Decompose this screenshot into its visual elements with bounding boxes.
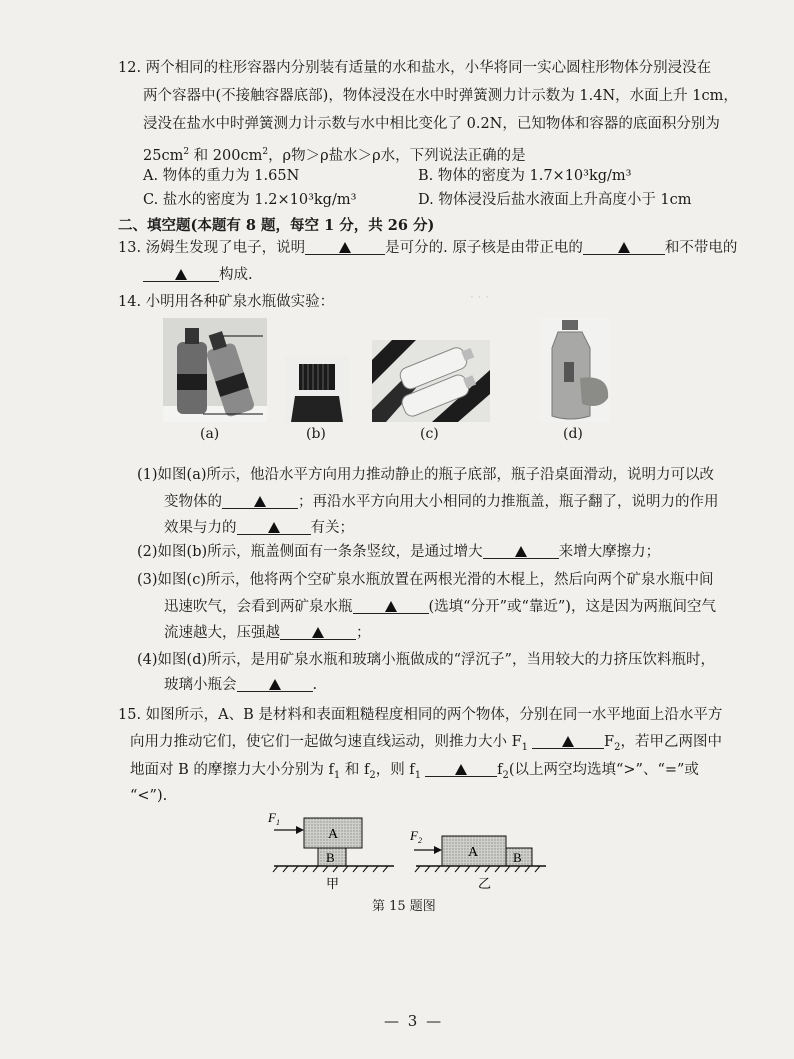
q14-s3-line2: 迅速吹气，会看到两矿泉水瓶 (选填“分开”或“靠近”)，这是因为两瓶间空气 — [164, 599, 716, 615]
q15-line3: 地面对 B 的摩擦力大小分别为 $f_1$ 和 $f_2$，则 $f_1$ $f_2$(以上两空均选填“>”、“=”或 — [130, 762, 699, 781]
q14-s1-line2: 变物体的 ；再沿水平方向用大小相同的力推瓶盖，瓶子翻了，说明力的作用 — [164, 494, 719, 510]
q12-line2: 两个容器中(不接触容器底部)，物体浸没在水中时弹簧测力计示数为 1.4N，水面上升 1cm， — [143, 88, 738, 104]
label-f2: $F_2$ — [410, 828, 422, 845]
q14-s1-line3: 效果与力的 有关； — [164, 520, 354, 536]
q13-line2: 构成. — [143, 265, 253, 285]
triangle-icon — [175, 269, 187, 280]
q12-option-a: A. 物体的重力为 1.65N — [143, 168, 300, 184]
triangle-icon — [339, 242, 351, 253]
q13-line1: 13. 汤姆生发现了电子，说明 是可分的. 原子核是由带正电的 和不带电的 — [118, 240, 738, 256]
triangle-icon — [269, 679, 281, 690]
answer-blank[interactable] — [353, 597, 429, 614]
q15-line4: “<”). — [130, 788, 168, 804]
q14-s3-line3: 流速越大，压强越 ； — [164, 625, 371, 641]
q12-option-c: C. 盐水的密度为 1.2×10³kg/m³ — [143, 192, 357, 208]
photo-d — [540, 318, 610, 422]
q12-line1: 12. 两个相同的柱形容器内分别装有适量的水和盐水，小华将同一实心圆柱形物体分别浸没在 — [118, 60, 712, 76]
triangle-icon — [385, 601, 397, 612]
figure-15 — [260, 806, 550, 894]
answer-blank[interactable] — [237, 675, 313, 692]
page-number: — 3 — — [384, 1012, 444, 1030]
answer-blank[interactable] — [280, 623, 356, 640]
label-jia: 甲 — [326, 876, 340, 891]
figure-label-b: (b) — [306, 426, 326, 442]
q15-line2: 向用力推动它们，使它们一起做匀速直线运动，则推力大小 $F_1$ $F_2$，若甲乙两图中 — [130, 734, 722, 753]
q12-option-b: B. 物体的密度为 1.7×10³kg/m³ — [418, 168, 632, 184]
triangle-icon — [312, 627, 324, 638]
figure-label-c: (c) — [420, 426, 439, 442]
block-b-label: B — [326, 850, 335, 865]
answer-blank[interactable] — [425, 760, 497, 777]
q14-s3-line1: (3)如图(c)所示，他将两个空矿泉水瓶放置在两根光滑的木棍上，然后向两个矿泉水瓶中间 — [137, 572, 714, 588]
block-a-label: A — [468, 845, 479, 860]
ground-hatch-jia — [273, 866, 388, 872]
answer-blank[interactable] — [305, 238, 385, 255]
photo-b — [285, 356, 349, 422]
triangle-icon — [254, 496, 266, 507]
answer-blank[interactable] — [483, 542, 559, 559]
photo-a — [163, 318, 267, 422]
block-a-label: A — [328, 827, 339, 842]
bleed-through: · · · — [470, 290, 490, 304]
photo-c — [372, 340, 490, 422]
triangle-icon — [618, 242, 630, 253]
ground-hatch-yi — [415, 866, 540, 872]
arrowhead-f1 — [296, 826, 304, 834]
arrowhead-f2 — [434, 846, 442, 854]
triangle-icon — [515, 546, 527, 557]
q12-option-d: D. 物体浸没后盐水液面上升高度小于 1cm — [418, 192, 692, 208]
figure-15-caption: 第 15 题图 — [372, 899, 436, 914]
block-b-label: B — [513, 850, 522, 865]
triangle-icon — [562, 736, 574, 747]
answer-blank[interactable] — [532, 732, 604, 749]
q14-s2: (2)如图(b)所示，瓶盖侧面有一条条竖纹，是通过增大 来增大摩擦力； — [137, 544, 661, 560]
q14-s4-line2: 玻璃小瓶会 . — [164, 677, 318, 693]
label-f1: $F_1$ — [268, 810, 280, 827]
q14-s4-line1: (4)如图(d)所示，是用矿泉水瓶和玻璃小瓶做成的“浮沉子”，当用较大的力挤压饮料瓶时， — [137, 652, 715, 668]
q14-s1-line1: (1)如图(a)所示，他沿水平方向用力推动静止的瓶子底部，瓶子沿桌面滑动，说明力可以改 — [137, 467, 714, 483]
label-yi: 乙 — [478, 876, 492, 891]
figure-label-a: (a) — [200, 426, 220, 442]
q12-line3: 浸没在盐水中时弹簧测力计示数与水中相比变化了 0.2N，已知物体和容器的底面积分别为 — [143, 116, 720, 132]
answer-blank[interactable] — [222, 492, 298, 509]
answer-blank[interactable] — [583, 238, 665, 255]
figure-label-d: (d) — [563, 426, 583, 442]
answer-blank[interactable] — [237, 518, 311, 535]
triangle-icon — [455, 764, 467, 775]
triangle-icon — [268, 522, 280, 533]
q14-intro: 14. 小明用各种矿泉水瓶做实验： — [118, 294, 335, 310]
section-title: 二、填空题(本题有 8 题，每空 1 分，共 26 分) — [118, 217, 435, 234]
q15-line1: 15. 如图所示，A、B 是材料和表面粗糙程度相同的两个物体，分别在同一水平地面上沿水平方 — [118, 707, 723, 723]
q12-line4: $25cm^2$ 和 $200cm^2$，ρ物＞ρ盐水＞ρ水，下列说法正确的是 — [143, 147, 526, 164]
answer-blank[interactable] — [143, 265, 219, 282]
